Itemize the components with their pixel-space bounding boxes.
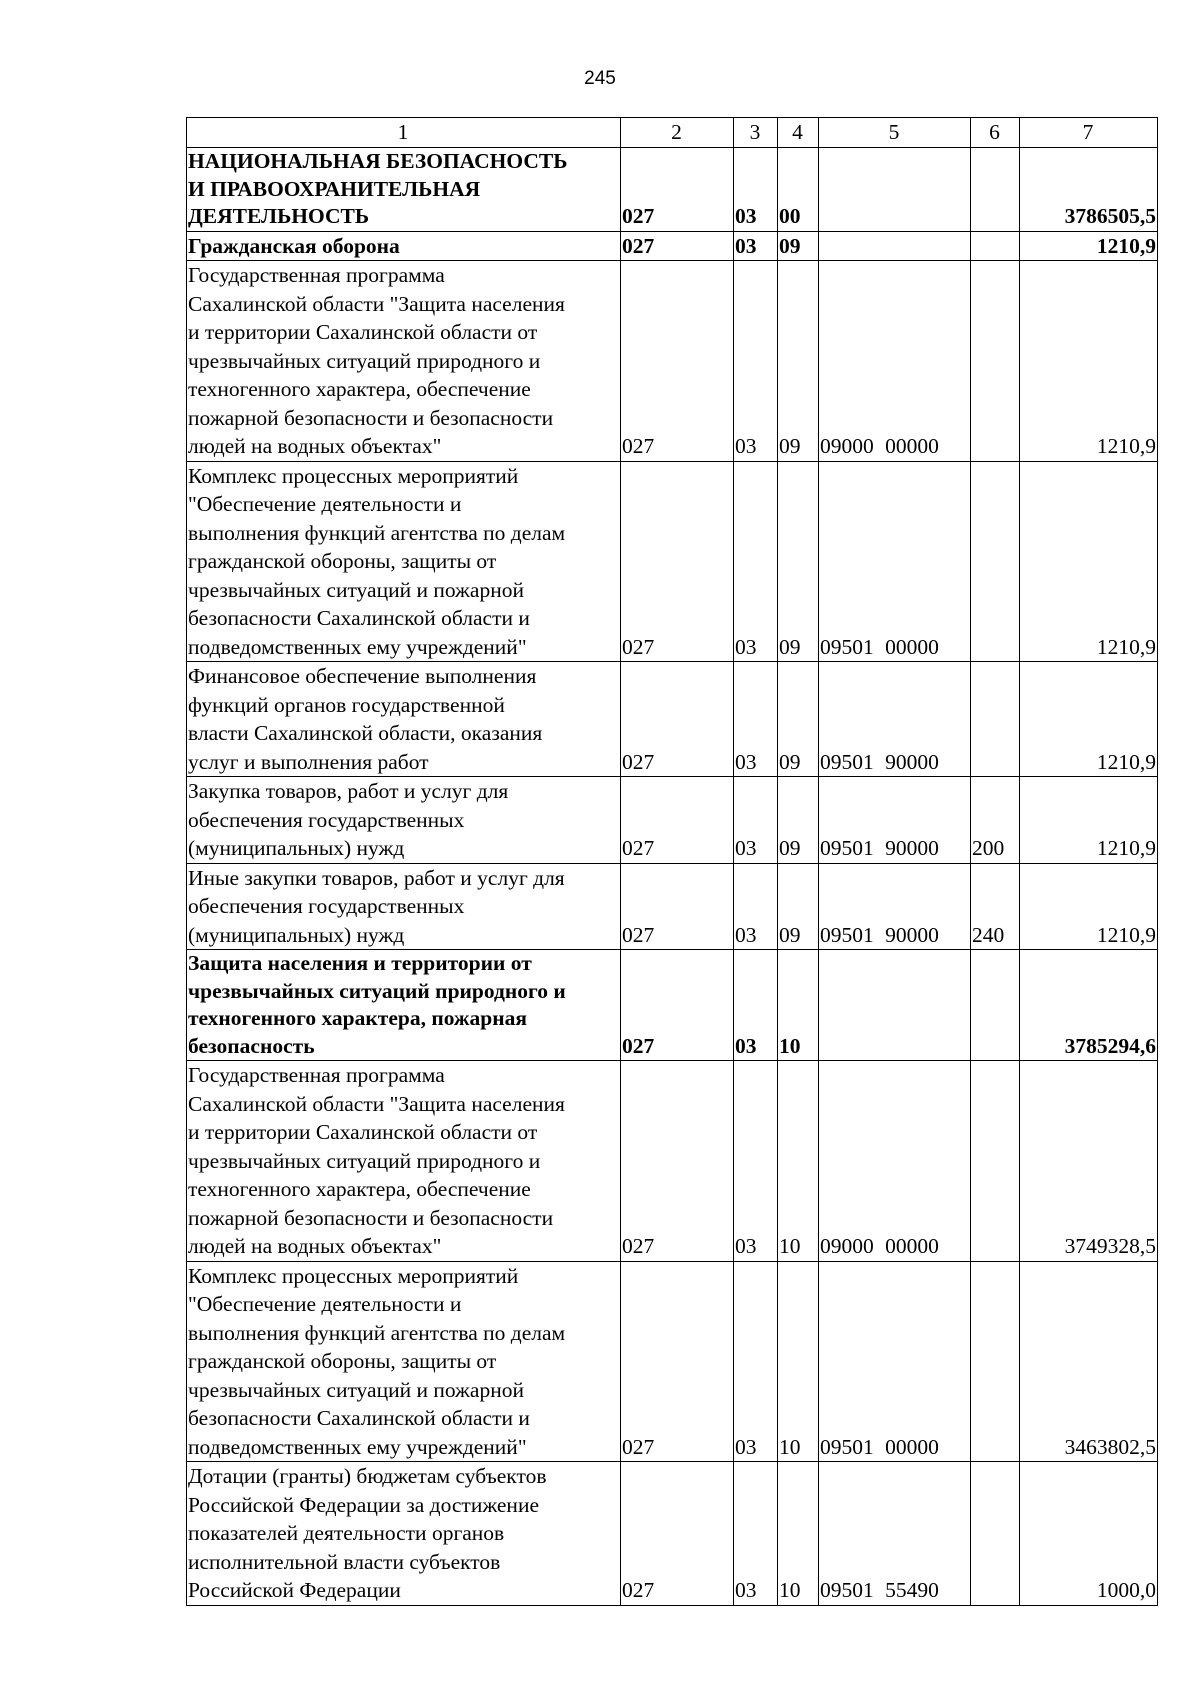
row-amount: 1210,9 [1020, 461, 1158, 662]
row-code-4: 10 [778, 950, 819, 1061]
row-code-6 [971, 148, 1020, 232]
row-amount: 1210,9 [1020, 777, 1158, 864]
row-code-4: 09 [778, 261, 819, 462]
row-name: НАЦИОНАЛЬНАЯ БЕЗОПАСНОСТЬ И ПРАВООХРАНИТЕЛЬНАЯ ДЕЯТЕЛЬНОСТЬ [187, 148, 621, 232]
row-code-5: 09501 55490 [819, 1462, 971, 1606]
row-code-2: 027 [621, 1462, 734, 1606]
col-header-5: 5 [819, 118, 971, 148]
table-row [187, 662, 1158, 777]
row-code-2: 027 [621, 662, 734, 777]
row-code-3: 03 [734, 148, 778, 232]
row-name: Закупка товаров, работ и услуг для обеспечения государственных (муниципальных) нужд [187, 777, 621, 864]
row-code-4: 09 [778, 863, 819, 950]
row-code-6 [971, 1261, 1020, 1462]
row-code-4: 10 [778, 1061, 819, 1262]
row-code-3: 03 [734, 1261, 778, 1462]
row-code-3: 03 [734, 1462, 778, 1606]
row-amount: 3786505,5 [1020, 148, 1158, 232]
row-code-2: 027 [621, 261, 734, 462]
row-code-3: 03 [734, 261, 778, 462]
row-name: Государственная программа Сахалинской области "Защита населения и территории Сахалинской области от чрезвычайных ситуаций природного и техногенного характера, обеспечение пожарной безопасности и безопасности людей на водных объектах" [187, 261, 621, 462]
row-code-3: 03 [734, 461, 778, 662]
row-code-3: 03 [734, 777, 778, 864]
table-row [187, 1061, 1158, 1262]
row-code-6 [971, 461, 1020, 662]
row-code-6 [971, 1061, 1020, 1262]
row-name: Защита населения и территории от чрезвычайных ситуаций природного и техногенного характера, пожарная безопасность [187, 950, 621, 1061]
row-code-5: 09501 90000 [819, 777, 971, 864]
row-code-6: 240 [971, 863, 1020, 950]
row-name: Гражданская оборона [187, 231, 621, 261]
col-header-4: 4 [778, 118, 819, 148]
col-header-1: 1 [187, 118, 621, 148]
row-amount: 1210,9 [1020, 231, 1158, 261]
row-code-2: 027 [621, 1261, 734, 1462]
row-code-5: 09000 00000 [819, 261, 971, 462]
col-header-3: 3 [734, 118, 778, 148]
row-code-2: 027 [621, 231, 734, 261]
row-code-6 [971, 231, 1020, 261]
col-header-6: 6 [971, 118, 1020, 148]
row-name: Государственная программа Сахалинской области "Защита населения и территории Сахалинской области от чрезвычайных ситуаций природного и техногенного характера, обеспечение пожарной безопасности и безопасности людей на водных объектах" [187, 1061, 621, 1262]
row-code-2: 027 [621, 148, 734, 232]
row-code-3: 03 [734, 1061, 778, 1262]
row-code-3: 03 [734, 231, 778, 261]
budget-table [186, 117, 1158, 1606]
col-header-2: 2 [621, 118, 734, 148]
table-row [187, 461, 1158, 662]
row-code-3: 03 [734, 863, 778, 950]
row-code-5: 09501 90000 [819, 662, 971, 777]
table-row [187, 1462, 1158, 1606]
row-code-2: 027 [621, 1061, 734, 1262]
row-code-4: 00 [778, 148, 819, 232]
row-code-5: 09501 90000 [819, 863, 971, 950]
row-amount: 1210,9 [1020, 261, 1158, 462]
row-name: Дотации (гранты) бюджетам субъектов Российской Федерации за достижение показателей деятельности органов исполнительной власти субъектов Российской Федерации [187, 1462, 621, 1606]
row-amount: 1210,9 [1020, 863, 1158, 950]
row-code-4: 09 [778, 777, 819, 864]
row-code-2: 027 [621, 950, 734, 1061]
row-name: Финансовое обеспечение выполнения функций органов государственной власти Сахалинской области, оказания услуг и выполнения работ [187, 662, 621, 777]
row-code-5: 09501 00000 [819, 1261, 971, 1462]
table-row [187, 777, 1158, 864]
row-amount: 3463802,5 [1020, 1261, 1158, 1462]
row-amount: 3785294,6 [1020, 950, 1158, 1061]
row-code-3: 03 [734, 950, 778, 1061]
col-header-7: 7 [1020, 118, 1158, 148]
row-code-5 [819, 148, 971, 232]
row-code-4: 09 [778, 662, 819, 777]
row-amount: 3749328,5 [1020, 1061, 1158, 1262]
row-amount: 1210,9 [1020, 662, 1158, 777]
row-code-5: 09501 00000 [819, 461, 971, 662]
row-code-6: 200 [971, 777, 1020, 864]
row-code-6 [971, 261, 1020, 462]
table-row [187, 148, 1158, 232]
table-row [187, 863, 1158, 950]
table-header-row [187, 118, 1158, 148]
table-row [187, 1261, 1158, 1462]
row-code-4: 09 [778, 461, 819, 662]
row-code-4: 09 [778, 231, 819, 261]
row-code-5 [819, 950, 971, 1061]
row-amount: 1000,0 [1020, 1462, 1158, 1606]
row-code-2: 027 [621, 461, 734, 662]
row-name: Комплекс процессных мероприятий "Обеспечение деятельности и выполнения функций агентства по делам гражданской обороны, защиты от чрезвычайных ситуаций и пожарной безопасности Сахалинской области и подведомственных ему учреждений" [187, 461, 621, 662]
row-code-6 [971, 1462, 1020, 1606]
row-code-2: 027 [621, 777, 734, 864]
row-name: Иные закупки товаров, работ и услуг для обеспечения государственных (муниципальных) нужд [187, 863, 621, 950]
row-code-6 [971, 950, 1020, 1061]
table-row [187, 231, 1158, 261]
row-code-6 [971, 662, 1020, 777]
row-code-3: 03 [734, 662, 778, 777]
row-code-4: 10 [778, 1261, 819, 1462]
row-code-5: 09000 00000 [819, 1061, 971, 1262]
table-row [187, 950, 1158, 1061]
table-row [187, 261, 1158, 462]
row-code-4: 10 [778, 1462, 819, 1606]
page-number: 245 [584, 68, 616, 89]
row-code-2: 027 [621, 863, 734, 950]
row-name: Комплекс процессных мероприятий "Обеспечение деятельности и выполнения функций агентства по делам гражданской обороны, защиты от чрезвычайных ситуаций и пожарной безопасности Сахалинской области и подведомственных ему учреждений" [187, 1261, 621, 1462]
row-code-5 [819, 231, 971, 261]
